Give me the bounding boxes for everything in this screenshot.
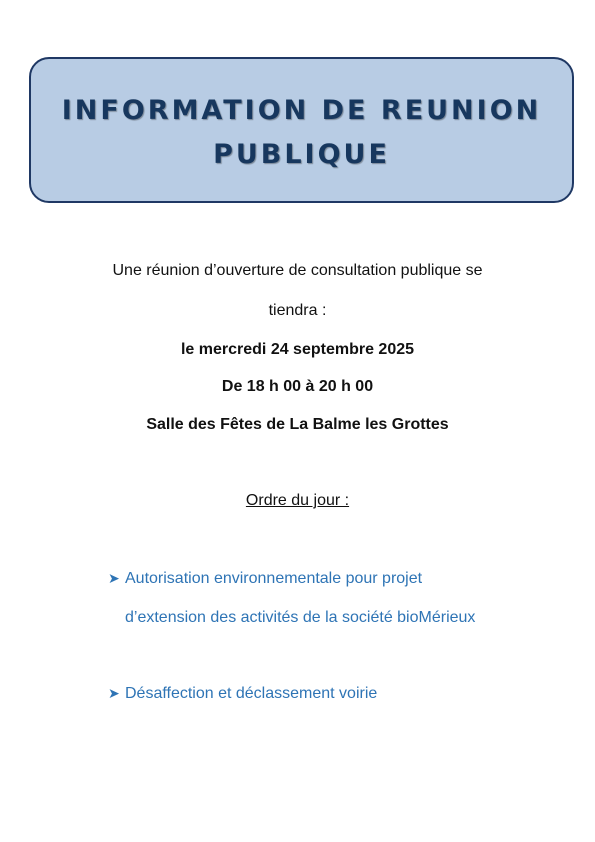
- agenda-item-2-line-1: Désaffection et déclassement voirie: [125, 685, 378, 702]
- arrow-bullet-icon: ➤: [108, 570, 120, 586]
- banner-title-line-2: PUBLIQUE: [213, 139, 390, 170]
- intro-text-line-2: tiendra :: [268, 302, 327, 319]
- agenda-item-1: [108, 570, 422, 588]
- agenda-heading-wrapper: [0, 492, 595, 510]
- arrow-bullet-icon: ➤: [108, 685, 120, 701]
- title-banner: [29, 57, 574, 203]
- intro-text-line-1: Une réunion d’ouverture de consultation publique se: [112, 262, 483, 279]
- agenda-item-2: [108, 685, 377, 703]
- meeting-date: le mercredi 24 septembre 2025: [180, 341, 415, 358]
- agenda-heading: Ordre du jour :: [245, 492, 350, 509]
- agenda-item-1-line-1: Autorisation environnementale pour projet: [125, 570, 423, 587]
- banner-title-line-1: INFORMATION DE REUNION: [61, 95, 542, 126]
- meeting-location: Salle des Fêtes de La Balme les Grottes: [146, 416, 449, 433]
- meeting-time: De 18 h 00 à 20 h 00: [221, 378, 374, 395]
- agenda-item-1-line-2: d’extension des activités de la société bioMérieux: [125, 609, 476, 626]
